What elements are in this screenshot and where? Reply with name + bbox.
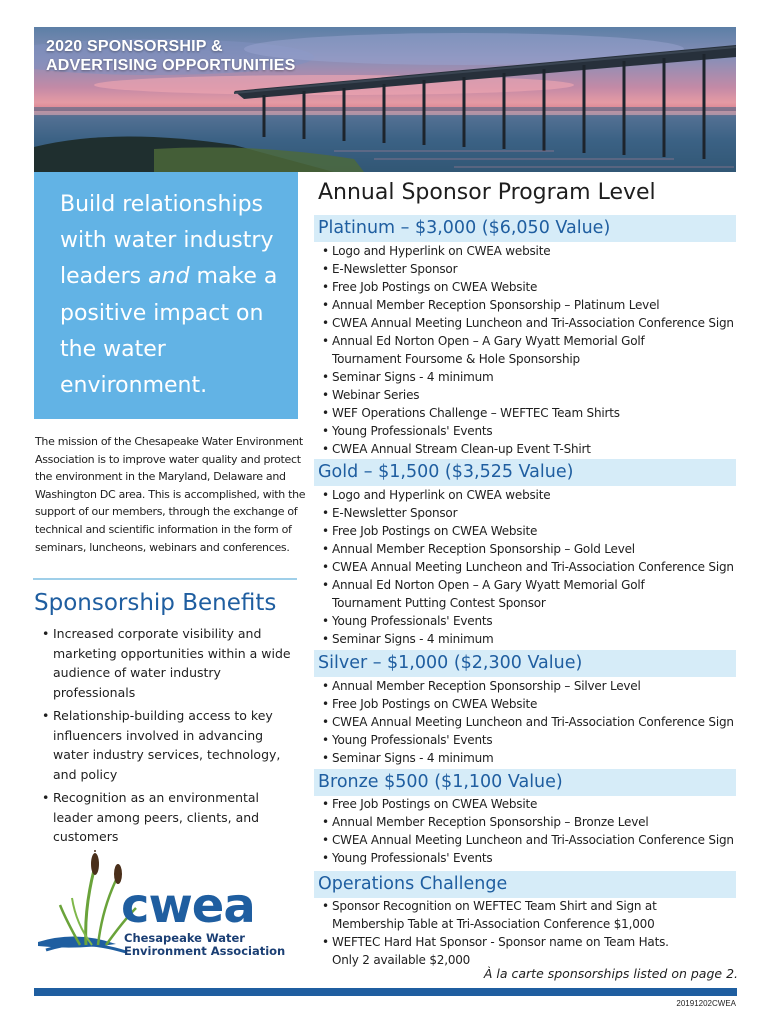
level-header-gold <box>314 459 736 486</box>
page-title-line-2: ADVERTISING OPPORTUNITIES <box>46 57 296 74</box>
mission-statement: The mission of the Chesapeake Water Environment Association is to improve water quality and protect the environment in the Maryland, Delaware and Washington DC area. This is accomplished, with the support of our members, through the exchange of technical and scientific information in the form of seminars, luncheons, webinars and conferences. <box>35 435 306 554</box>
program-level-title: Annual Sponsor Program Level <box>318 180 656 205</box>
level-list-bronze <box>322 795 742 867</box>
level-item: • WEFTEC Hard Hat Sponsor - Sponsor name on Team Hats. <box>322 933 742 951</box>
level-item: • Young Professionals' Events <box>322 731 742 749</box>
level-item: • Annual Ed Norton Open – A Gary Wyatt Memorial Golf <box>322 332 742 350</box>
level-item: • Free Job Postings on CWEA Website <box>322 278 742 296</box>
level-item-text: Tournament Putting Contest Sponsor <box>332 596 546 610</box>
level-item: • Free Job Postings on CWEA Website <box>322 695 742 713</box>
level-item: • CWEA Annual Stream Clean-up Event T-Shirt <box>322 440 742 458</box>
level-item: • Seminar Signs - 4 minimum <box>322 630 742 648</box>
level-list-platinum <box>322 242 742 458</box>
level-item: • Annual Member Reception Sponsorship – Silver Level <box>322 677 742 695</box>
logo-wordmark: cwea <box>121 878 255 934</box>
level-item: • Annual Member Reception Sponsorship – Gold Level <box>322 540 742 558</box>
level-item: • E-Newsletter Sponsor <box>322 504 742 522</box>
level-item: • Webinar Series <box>322 386 742 404</box>
level-header-silver <box>314 650 736 677</box>
level-header-label: Operations Challenge <box>318 874 508 894</box>
logo-subtitle-line-1: Chesapeake Water <box>124 931 245 945</box>
level-item-text: Tournament Foursome & Hole Sponsorship <box>332 352 580 366</box>
benefit-item: • Increased corporate visibility and marketing opportunities within a wide audience of water industry professionals <box>42 624 292 702</box>
level-item: • CWEA Annual Meeting Luncheon and Tri-Association Conference Sign <box>322 713 742 731</box>
logo-subtitle-line-2: Environment Association <box>124 944 286 958</box>
level-item: • CWEA Annual Meeting Luncheon and Tri-Association Conference Sign <box>322 831 742 849</box>
level-item-text: Membership Table at Tri-Association Conference $1,000 <box>332 917 655 931</box>
tagline-part-1: Build relationships with water industry leaders <box>60 192 274 290</box>
level-item: • Sponsor Recognition on WEFTEC Team Shirt and Sign at <box>322 897 742 915</box>
level-header-label: Bronze $500 ($1,100 Value) <box>318 772 563 792</box>
ala-carte-note: À la carte sponsorships listed on page 2. <box>483 966 738 981</box>
level-item: • Young Professionals' Events <box>322 612 742 630</box>
level-item: • E-Newsletter Sponsor <box>322 260 742 278</box>
level-item: • CWEA Annual Meeting Luncheon and Tri-Association Conference Sign <box>322 558 742 576</box>
level-list-operations-challenge <box>322 897 742 969</box>
level-item: • Logo and Hyperlink on CWEA website <box>322 486 742 504</box>
document-code: 20191202CWEA <box>676 999 736 1008</box>
level-item: • Seminar Signs - 4 minimum <box>322 749 742 767</box>
divider <box>33 578 297 580</box>
tagline-text <box>60 187 295 404</box>
level-header-label: Gold – $1,500 ($3,525 Value) <box>318 462 574 482</box>
page-title-line-1: 2020 SPONSORSHIP & <box>46 38 223 55</box>
tagline-emphasis: and <box>148 264 190 290</box>
level-item: • Free Job Postings on CWEA Website <box>322 522 742 540</box>
benefit-item: • Relationship-building access to key influencers involved in advancing water industry services, technology, and policy <box>42 706 292 784</box>
cwea-logo <box>36 850 286 960</box>
benefits-list <box>42 624 292 851</box>
benefits-title: Sponsorship Benefits <box>34 590 277 616</box>
benefit-item: • Recognition as an environmental leader among peers, clients, and customers <box>42 788 292 847</box>
level-item: • Young Professionals' Events <box>322 422 742 440</box>
level-item: • CWEA Annual Meeting Luncheon and Tri-Association Conference Sign <box>322 314 742 332</box>
level-header-label: Platinum – $3,000 ($6,050 Value) <box>318 218 611 238</box>
hero-banner <box>34 27 736 172</box>
footer-bar <box>34 988 737 996</box>
level-list-silver <box>322 677 742 767</box>
logo-subtitle <box>124 932 285 958</box>
tagline-part-3: make a positive impact on the water environment. <box>60 264 278 399</box>
level-item-continuation <box>322 594 742 612</box>
page-title <box>46 37 295 75</box>
level-item: • Annual Member Reception Sponsorship – Platinum Level <box>322 296 742 314</box>
level-item-text: Only 2 available $2,000 <box>332 953 471 967</box>
level-item: • Seminar Signs - 4 minimum <box>322 368 742 386</box>
level-item: • Annual Ed Norton Open – A Gary Wyatt Memorial Golf <box>322 576 742 594</box>
level-list-gold <box>322 486 742 648</box>
level-header-bronze <box>314 769 736 796</box>
level-item: • Free Job Postings on CWEA Website <box>322 795 742 813</box>
level-header-label: Silver – $1,000 ($2,300 Value) <box>318 653 583 673</box>
level-item: • WEF Operations Challenge – WEFTEC Team Shirts <box>322 404 742 422</box>
level-item-continuation <box>322 350 742 368</box>
level-item: • Young Professionals' Events <box>322 849 742 867</box>
level-item: • Annual Member Reception Sponsorship – Bronze Level <box>322 813 742 831</box>
level-header-operations-challenge <box>314 871 736 898</box>
level-item: • Logo and Hyperlink on CWEA website <box>322 242 742 260</box>
tagline-box <box>34 172 298 419</box>
level-header-platinum <box>314 215 736 242</box>
level-item-continuation <box>322 915 742 933</box>
